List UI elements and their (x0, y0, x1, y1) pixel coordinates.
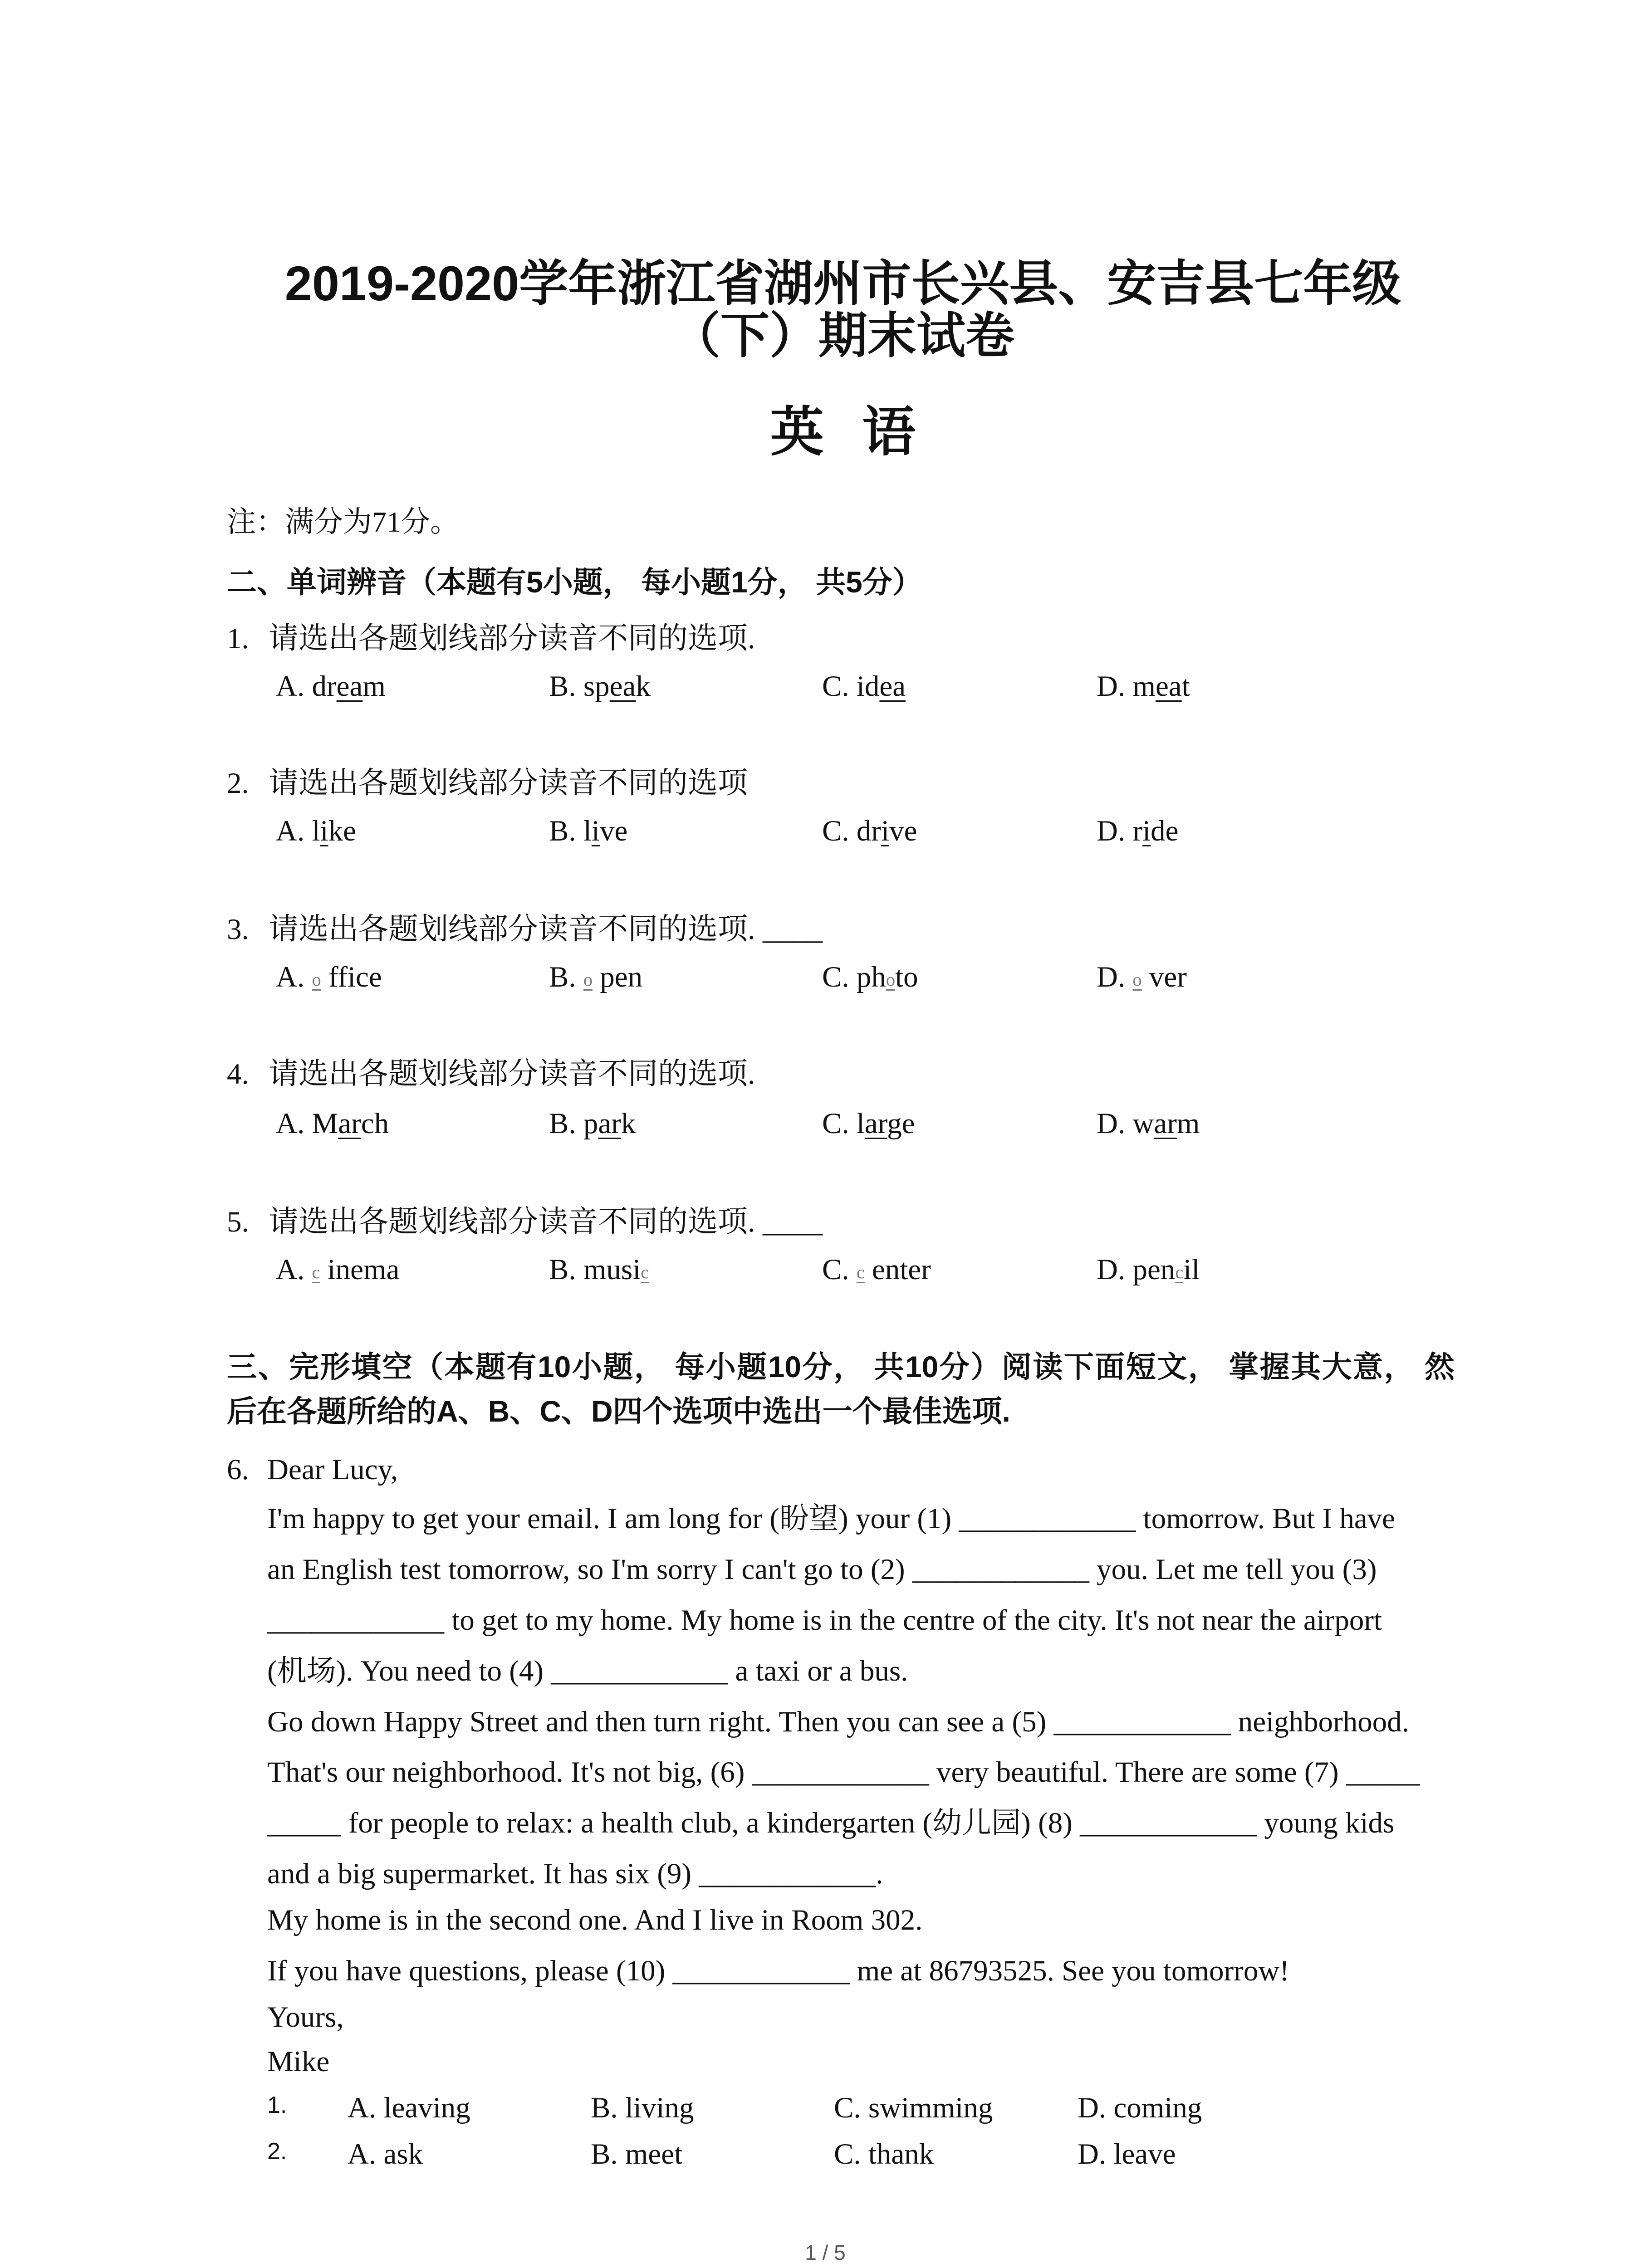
question-6-number: 6. (227, 1453, 249, 1486)
underlined-part: i (1142, 815, 1151, 847)
word-part: m (1132, 670, 1156, 703)
option-letter: A. (276, 1107, 305, 1140)
option-d (1097, 1105, 1200, 1142)
title-line-2: （下）期末试卷 (671, 308, 1014, 363)
question-2-number: 2. (227, 767, 249, 800)
option-b (549, 1251, 649, 1290)
option-c (822, 959, 918, 998)
underlined-part: c (641, 1262, 649, 1282)
cloze-options-row-1 (0, 2090, 1641, 2126)
option-a (276, 668, 386, 704)
letter-closing: Yours, (267, 2001, 344, 2033)
option-letter: D. (1097, 1253, 1126, 1286)
option-c (822, 668, 906, 704)
question-3-number: 3. (227, 913, 249, 946)
word-part: pen (593, 961, 643, 993)
word-part: ge (887, 1107, 915, 1140)
word-part: t (1181, 670, 1190, 703)
option-letter: B. (549, 815, 576, 847)
question-5-options (0, 1251, 1641, 1288)
option-b (549, 813, 627, 849)
question-3-prompt: 请选出各题划线部分读音不同的选项. ____ (269, 913, 823, 946)
title-line-1: 2019-2020学年浙江省湖州市长兴县、安吉县七年级 (284, 256, 1401, 311)
question-2-options (0, 813, 1641, 849)
word-part: de (1151, 815, 1179, 847)
option-a (276, 813, 356, 849)
underlined-part: o (1132, 969, 1142, 990)
option-b (549, 668, 651, 704)
section-3-heading-line-2: 后在各题所给的A、B、C、D四个选项中选出一个最佳选项. (227, 1394, 1010, 1428)
cloze-choice-b: B. meet (591, 2138, 683, 2170)
word-part: p (583, 1107, 598, 1140)
word-part: k (621, 1107, 636, 1140)
passage-line: and a big supermarket. It has six (9) ____________. (267, 1857, 883, 1890)
question-4-number: 4. (227, 1058, 249, 1090)
cloze-choice-d: D. leave (1078, 2138, 1176, 2170)
question-2-prompt: 请选出各题划线部分读音不同的选项 (269, 767, 748, 800)
option-c (822, 1251, 931, 1290)
cloze-choice-d: D. coming (1078, 2092, 1202, 2124)
option-letter: D. (1097, 961, 1126, 993)
word-part: pen (1132, 1253, 1176, 1286)
passage-line: ____________ to get to my home. My home is in the centre of the city. It's not near the airport (267, 1604, 1382, 1637)
option-letter: D. (1097, 815, 1126, 847)
underlined-part: i (320, 815, 328, 847)
word-part: ve (599, 815, 628, 847)
word-part: ph (856, 961, 886, 993)
option-c (822, 813, 917, 849)
section-3-heading-line-1: 三、完形填空（本题有10小题， 每小题10分， 共10分）阅读下面短文， 掌握其大意， 然 (227, 1350, 1455, 1383)
word-part: ch (361, 1107, 389, 1140)
passage-line: I'm happy to get your email. I am long for (盼望) your (1) ____________ tomorrow. But I have (267, 1502, 1396, 1535)
option-letter: C. (822, 1253, 849, 1286)
word-part: ke (328, 815, 356, 847)
cloze-options-row-2 (0, 2136, 1641, 2172)
underlined-part: c (312, 1262, 320, 1282)
word-part: l (312, 815, 320, 847)
underlined-part: c (856, 1262, 865, 1282)
passage-line: My home is in the second one. And I live in Room 302. (267, 1904, 923, 1936)
word-part: w (1132, 1107, 1154, 1140)
underlined-part: ea (336, 670, 363, 703)
underlined-part: ar (598, 1107, 621, 1140)
option-letter: D. (1097, 670, 1126, 703)
subject-title: 英 语 (770, 403, 916, 462)
option-letter: C. (822, 1107, 849, 1140)
word-part: id (856, 670, 880, 703)
underlined-part: ea (609, 670, 636, 703)
cloze-item-number: 2. (267, 2138, 287, 2165)
question-1-prompt: 请选出各题划线部分读音不同的选项. (269, 622, 755, 655)
question-5-prompt: 请选出各题划线部分读音不同的选项. ____ (269, 1205, 823, 1238)
word-part: k (636, 670, 651, 703)
word-part: M (312, 1107, 338, 1140)
word-part: to (895, 961, 918, 993)
passage-line: (机场). You need to (4) ____________ a taxi or a bus. (267, 1655, 908, 1687)
passage-line: Go down Happy Street and then turn right. Then you can see a (5) ____________ neighborhood. (267, 1706, 1410, 1738)
underlined-part: o (583, 969, 593, 990)
page-number: 1 / 5 (805, 2241, 846, 2264)
cloze-choice-b: B. living (591, 2092, 694, 2124)
word-part: ffice (321, 961, 382, 993)
word-part: r (1132, 815, 1143, 847)
passage-line: If you have questions, please (10) ____________ me at 86793525. See you tomorrow! (267, 1955, 1289, 1987)
option-d (1097, 1251, 1200, 1290)
option-c (822, 1105, 915, 1142)
underlined-part: c (1175, 1262, 1184, 1282)
underlined-part: ar (864, 1107, 887, 1140)
cloze-choice-c: C. thank (834, 2138, 934, 2170)
option-letter: A. (276, 1253, 305, 1286)
word-part: inema (320, 1253, 400, 1286)
option-letter: B. (549, 1253, 576, 1286)
cloze-choice-a: A. ask (348, 2138, 423, 2170)
question-5-number: 5. (227, 1206, 249, 1238)
underlined-part: ar (338, 1107, 361, 1140)
option-d (1097, 959, 1187, 998)
option-letter: B. (549, 961, 576, 993)
section-2-heading: 二、单词辨音（本题有5小题， 每小题1分， 共5分） (227, 565, 922, 599)
word-part: ve (889, 815, 917, 847)
underlined-part: i (881, 815, 890, 847)
question-4-prompt: 请选出各题划线部分读音不同的选项. (269, 1057, 755, 1090)
option-letter: C. (822, 961, 849, 993)
question-4-options (0, 1105, 1641, 1142)
letter-greeting: Dear Lucy, (267, 1453, 398, 1486)
passage-line: That's our neighborhood. It's not big, (6) ____________ very beautiful. There are some (7) _____ (267, 1756, 1420, 1789)
word-part: dr (856, 815, 882, 847)
underlined-part: ea (879, 670, 906, 703)
option-a (276, 959, 382, 998)
option-letter: C. (822, 815, 849, 847)
cloze-choice-c: C. swimming (834, 2092, 993, 2124)
underlined-part: ea (1156, 670, 1182, 703)
option-b (549, 959, 642, 998)
letter-signature: Mike (267, 2045, 330, 2078)
option-letter: C. (822, 670, 849, 703)
word-part: l (583, 815, 592, 847)
cloze-choice-a: A. leaving (348, 2092, 470, 2124)
option-b (549, 1105, 636, 1142)
word-part: ver (1141, 961, 1187, 993)
question-1-options (0, 668, 1641, 704)
underlined-part: o (312, 969, 321, 990)
score-note: 注：满分为71分。 (227, 506, 459, 538)
option-letter: B. (549, 670, 576, 703)
word-part: l (856, 1107, 865, 1140)
word-part: sp (583, 670, 610, 703)
underlined-part: i (591, 815, 600, 847)
word-part: m (1176, 1107, 1200, 1140)
option-letter: B. (549, 1107, 576, 1140)
question-1-number: 1. (227, 622, 249, 655)
option-d (1097, 668, 1190, 704)
cloze-item-number: 1. (267, 2092, 287, 2118)
option-letter: D. (1097, 1107, 1126, 1140)
word-part: m (362, 670, 386, 703)
underlined-part: ar (1154, 1107, 1177, 1140)
option-letter: A. (276, 670, 305, 703)
option-letter: A. (276, 961, 305, 993)
word-part: il (1183, 1253, 1200, 1286)
question-3-options (0, 959, 1641, 995)
option-a (276, 1105, 389, 1142)
passage-line: _____ for people to relax: a health club, a kindergarten (幼儿园) (8) ____________ young kids (267, 1807, 1395, 1839)
word-part: musi (583, 1253, 641, 1286)
underlined-part: o (886, 969, 896, 990)
option-a (276, 1251, 399, 1290)
option-d (1097, 813, 1179, 849)
word-part: dr (312, 670, 337, 703)
word-part: enter (864, 1253, 931, 1286)
option-letter: A. (276, 815, 305, 847)
passage-line: an English test tomorrow, so I'm sorry I can't go to (2) ____________ you. Let me tell you (3) (267, 1553, 1377, 1586)
